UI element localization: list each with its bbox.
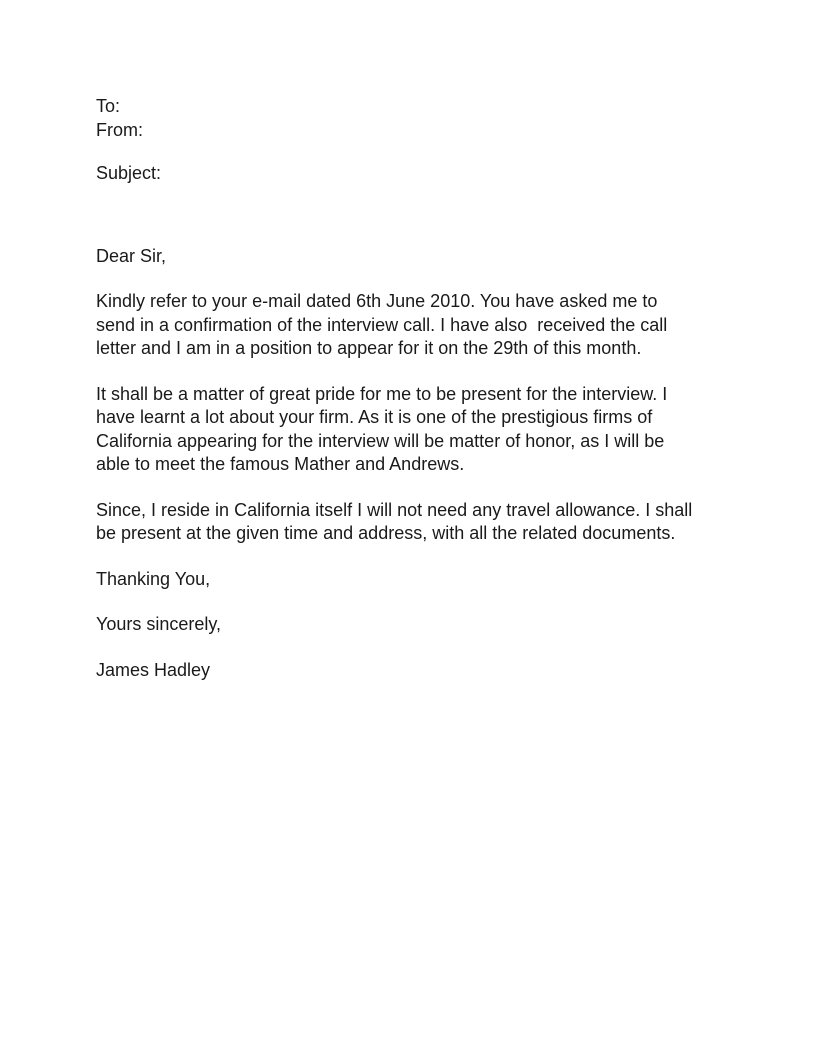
signature-name: James Hadley bbox=[96, 659, 211, 680]
from-label: From: bbox=[96, 119, 143, 140]
paragraph-line: Kindly refer to your e-mail dated 6th June 2010. You have asked me to bbox=[96, 291, 658, 311]
letter-page bbox=[96, 95, 736, 682]
subject-label: Subject: bbox=[96, 163, 162, 183]
paragraph-line: send in a confirmation of the interview call. I have also received the call bbox=[96, 314, 668, 335]
closing-line: Yours sincerely, bbox=[96, 614, 222, 634]
letter-header bbox=[96, 95, 736, 186]
body-paragraph-1 bbox=[96, 290, 736, 361]
paragraph-line: be present at the given time and address, with all the related documents. bbox=[96, 523, 676, 543]
paragraph-line: letter and I am in a position to appear for it on the 29th of this month. bbox=[96, 338, 642, 358]
to-label: To: bbox=[96, 96, 121, 116]
paragraph-line: able to meet the famous Mather and Andrews. bbox=[96, 454, 465, 474]
body-paragraph-3 bbox=[96, 499, 736, 546]
paragraph-line: It shall be a matter of great pride for me to be present for the interview. I bbox=[96, 383, 668, 404]
paragraph-line: have learnt a lot about your firm. As it is one of the prestigious firms of bbox=[96, 407, 653, 427]
paragraph-line: California appearing for the interview will be matter of honor, as I will be bbox=[96, 430, 665, 451]
paragraph-line: Since, I reside in California itself I will not need any travel allowance. I shall bbox=[96, 499, 693, 520]
thanks-line: Thanking You, bbox=[96, 568, 211, 589]
salutation: Dear Sir, bbox=[96, 245, 167, 266]
body-paragraph-2 bbox=[96, 383, 736, 477]
